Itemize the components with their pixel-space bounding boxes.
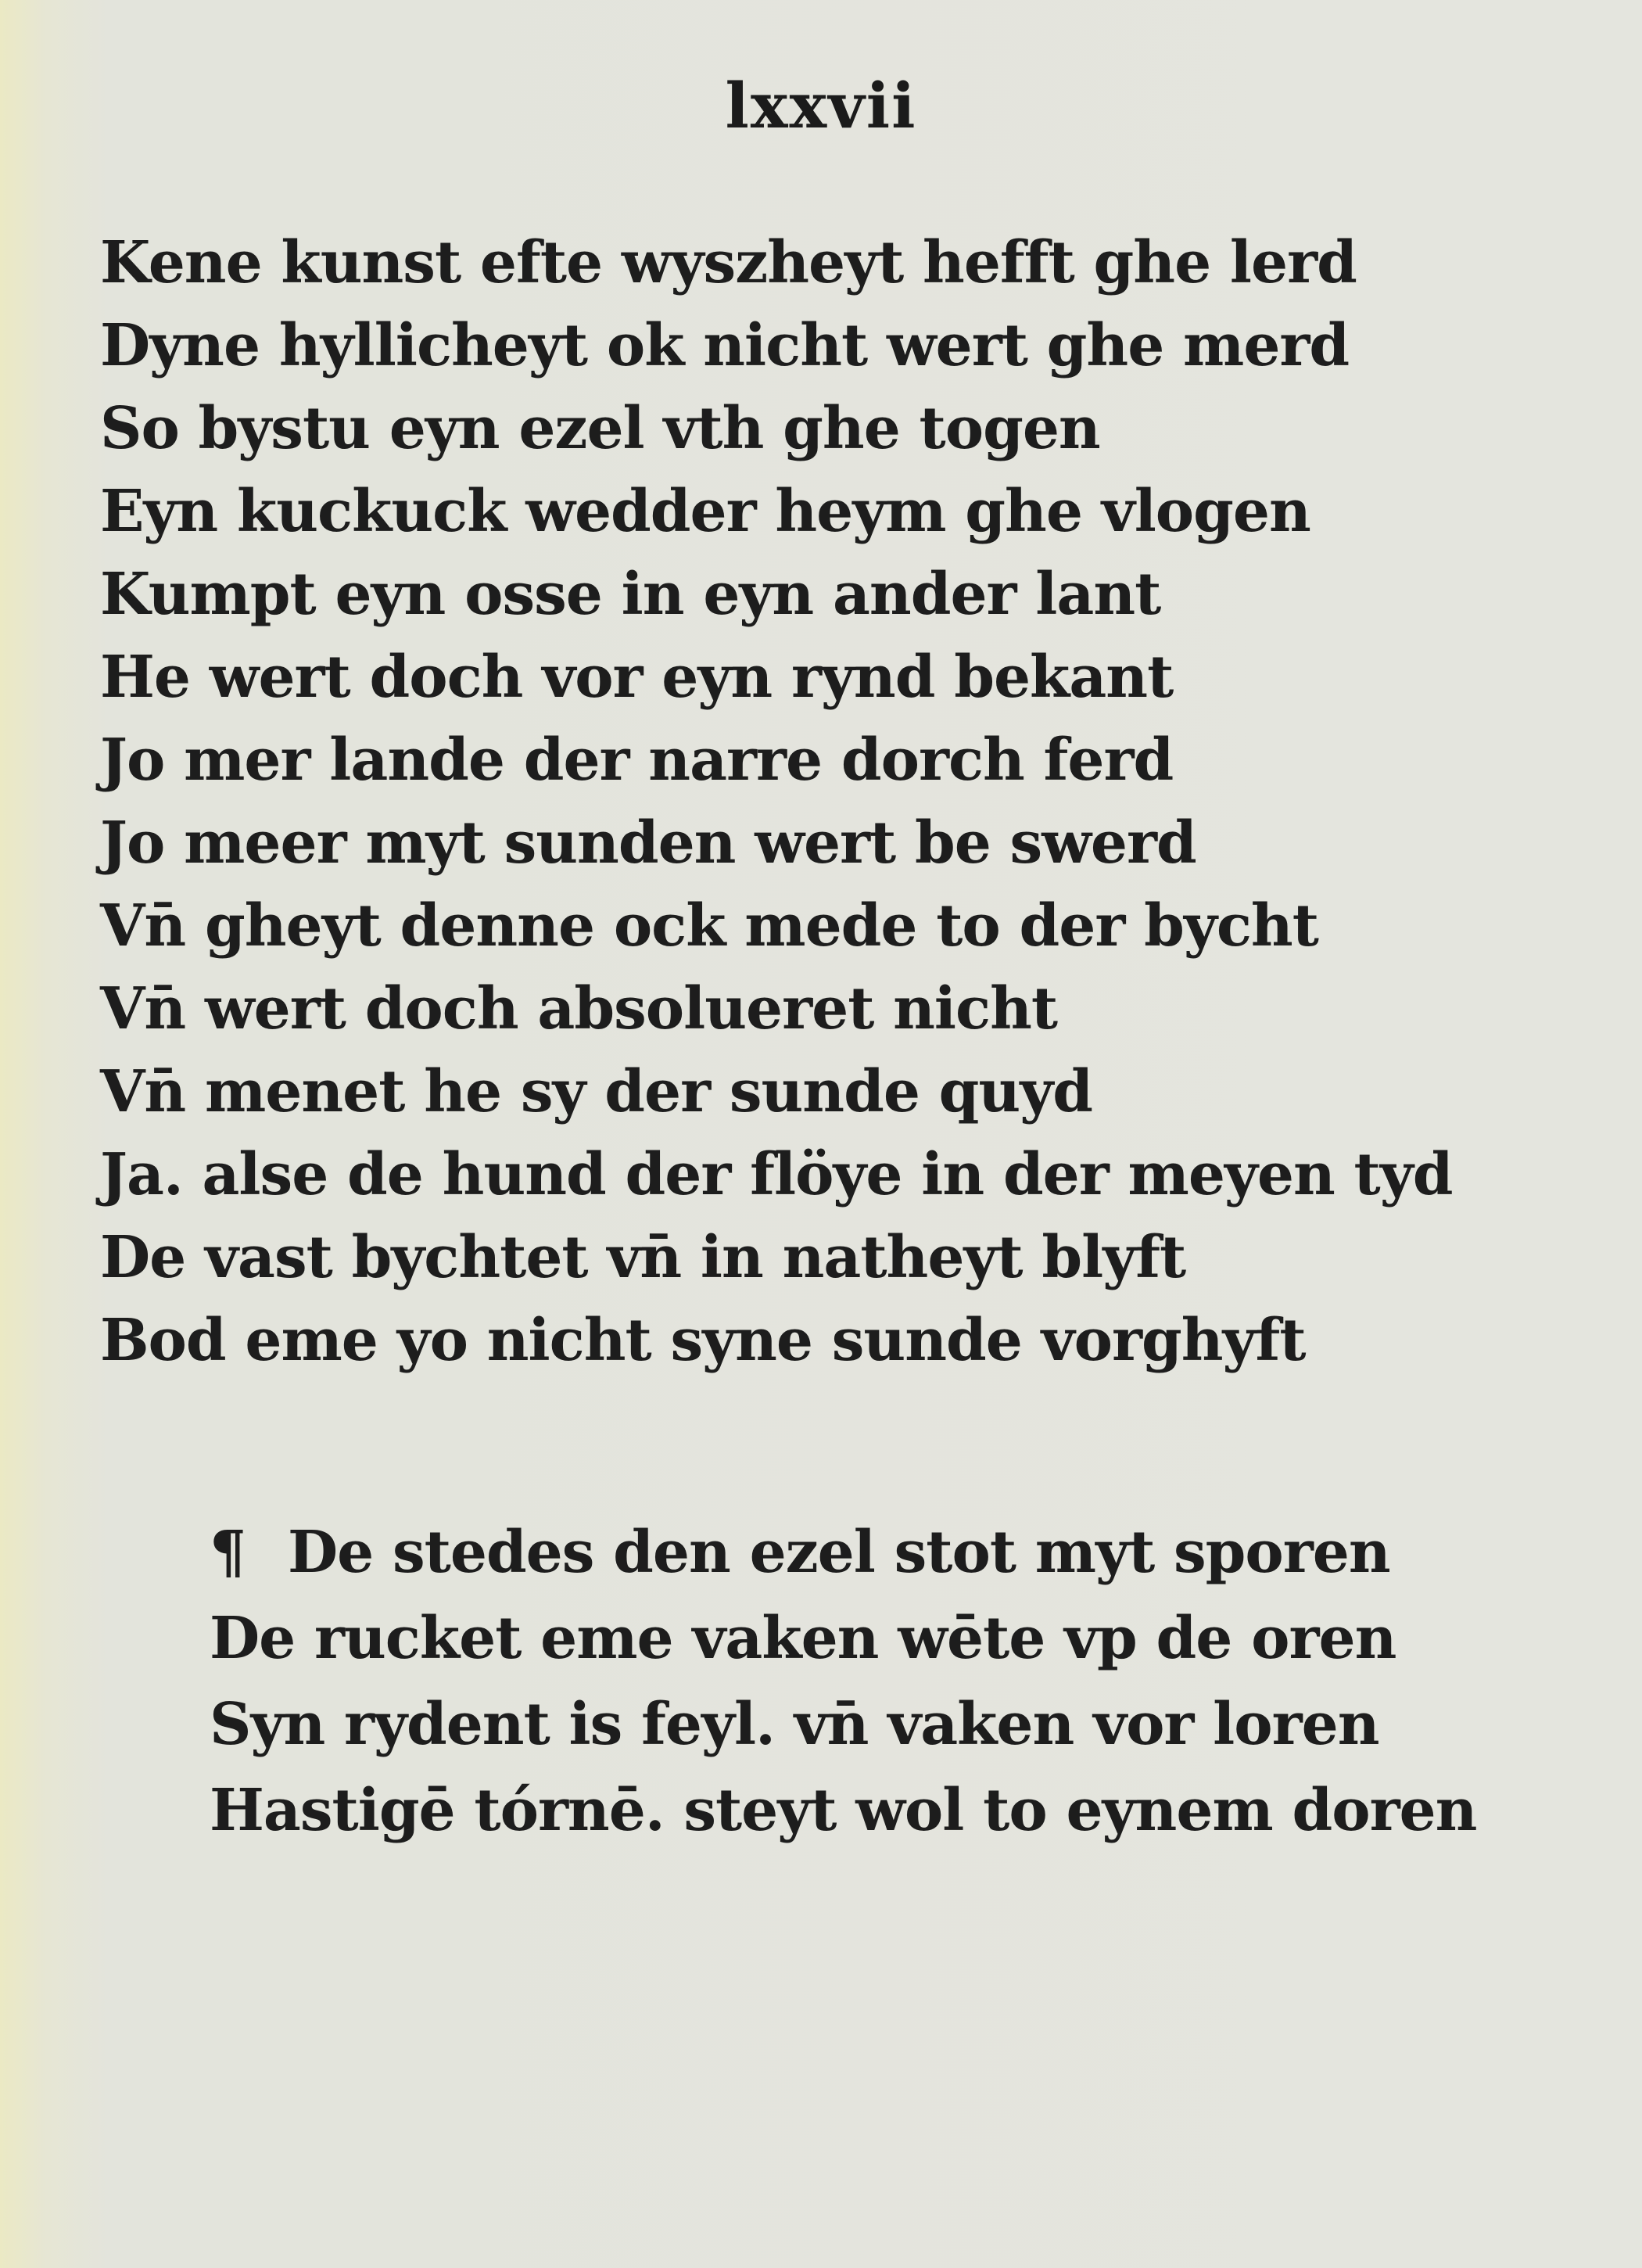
verse-line: Kene kunst efte wyszheyt hefft ghe lerd [100,229,1357,296]
verse-line: Vn̄ wert doch absolueret nicht [100,975,1058,1042]
verse-line: Bod eme yo nicht syne sunde vorghyft [100,1307,1306,1374]
motto-line: Hastigē tórnē. steyt wol to eynem doren [210,1777,1477,1844]
verse-line: Dyne hyllicheyt ok nicht wert ghe merd [100,312,1350,379]
pilcrow-mark: ¶ [210,1519,247,1586]
verse-line: He wert doch vor eyn rynd bekant [100,644,1174,711]
verse-line: Eyn kuckuck wedder heym ghe vlogen [100,478,1310,545]
verse-line: Vn̄ menet he sy der sunde quyd [100,1058,1092,1125]
main-verse [100,221,1547,1382]
page-number: lxxvii [725,69,917,142]
motto-verse [210,1509,1601,1854]
verse-line: Ja. alse de hund der flöye in der meyen tyd [100,1141,1453,1208]
verse-line: De vast bychtet vn̄ in natheyt blyft [100,1224,1186,1291]
motto-line: De rucket eme vaken wēte vp de oren [210,1605,1396,1672]
verse-line: Jo mer lande der narre dorch ferd [100,727,1174,794]
motto-first-row [210,1509,1601,1595]
verse-line: Jo meer myt sunden wert be swerd [100,809,1196,877]
verse-line: Vn̄ gheyt denne ock mede to der bycht [100,892,1318,960]
motto-line: Syn rydent is feyl. vn̄ vaken vor loren [210,1691,1379,1758]
verse-line: Kumpt eyn osse in eyn ander lant [100,561,1161,628]
motto-line: De stedes den ezel stot myt sporen [288,1519,1390,1586]
verse-line: So bystu eyn ezel vth ghe togen [100,395,1100,462]
